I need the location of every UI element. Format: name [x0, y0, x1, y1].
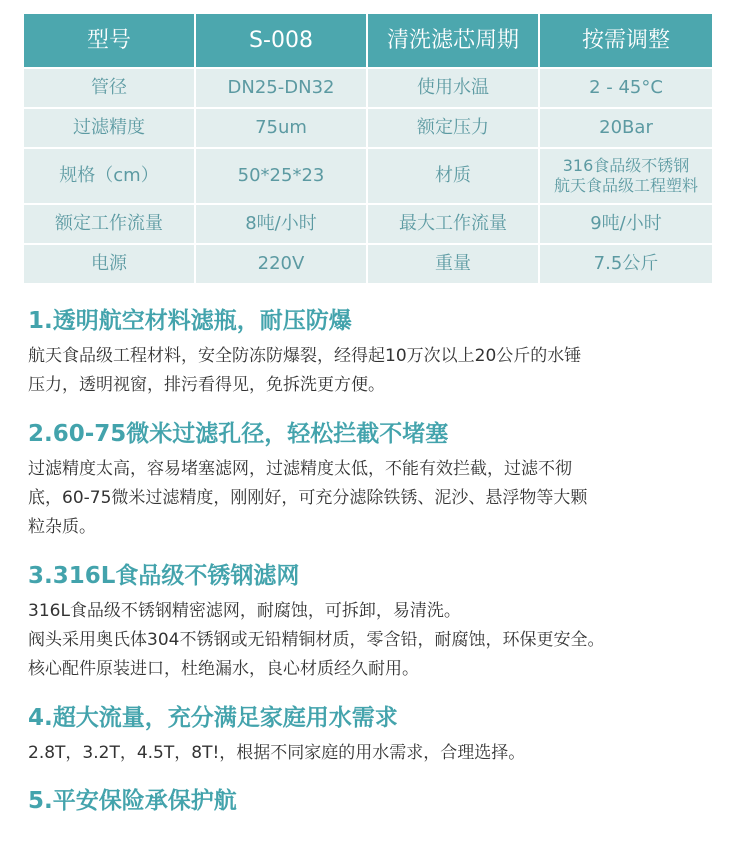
section-body [28, 455, 718, 542]
section-title: 4.超大流量，充分满足家庭用水需求 [28, 705, 398, 731]
spec-row [24, 149, 712, 203]
spec-label: 材质 [368, 149, 538, 203]
spec-value-material [540, 149, 712, 203]
section-body [28, 342, 718, 400]
spec-value: 220V [196, 245, 366, 283]
body-line: 316L食品级不锈钢精密滤网，耐腐蚀，可拆卸，易清洗。 [28, 601, 461, 621]
feature-section-2 [28, 419, 718, 542]
spec-label: 最大工作流量 [368, 205, 538, 243]
spec-label: 过滤精度 [24, 109, 194, 147]
spec-label: 重量 [368, 245, 538, 283]
spec-value: DN25-DN32 [196, 69, 366, 107]
spec-value: 2 - 45°C [540, 69, 712, 107]
spec-value: 8吨/小时 [196, 205, 366, 243]
spec-row [24, 205, 712, 243]
body-line: 压力，透明视窗，排污看得见，免拆洗更方便。 [28, 375, 385, 395]
spec-value: 50*25*23 [196, 149, 366, 203]
spec-header-row [24, 14, 712, 67]
spec-label: 电源 [24, 245, 194, 283]
body-line: 底，60-75微米过滤精度，刚刚好，可充分滤除铁锈、泥沙、悬浮物等大颗 [28, 488, 588, 508]
material-line: 316食品级不锈钢 [562, 156, 690, 175]
section-title: 5.平安保险承保护航 [28, 788, 237, 814]
spec-row [24, 245, 712, 283]
spec-value: 20Bar [540, 109, 712, 147]
feature-section-4 [28, 703, 718, 768]
spec-value: 7.5公斤 [540, 245, 712, 283]
spec-label: 额定压力 [368, 109, 538, 147]
spec-value: 75um [196, 109, 366, 147]
body-line: 过滤精度太高，容易堵塞滤网，过滤精度太低，不能有效拦截，过滤不彻 [28, 459, 572, 479]
header-cell-model-value: S-008 [196, 14, 366, 67]
feature-section-1 [28, 306, 718, 400]
section-title: 2.60-75微米过滤孔径，轻松拦截不堵塞 [28, 421, 449, 447]
header-cell-cleaning-label: 清洗滤芯周期 [368, 14, 538, 67]
section-title: 1.透明航空材料滤瓶，耐压防爆 [28, 308, 352, 334]
body-line: 航天食品级工程材料，安全防冻防爆裂，经得起10万次以上20公斤的水锤 [28, 346, 582, 366]
spec-table [22, 12, 714, 285]
section-body [28, 597, 718, 684]
body-line: 2.8T，3.2T，4.5T，8T!，根据不同家庭的用水需求，合理选择。 [28, 743, 526, 763]
feature-section-3 [28, 561, 718, 684]
feature-section-5 [28, 786, 718, 816]
spec-row [24, 69, 712, 107]
spec-label: 使用水温 [368, 69, 538, 107]
body-line: 粒杂质。 [28, 517, 96, 537]
spec-value: 9吨/小时 [540, 205, 712, 243]
material-line: 航天食品级工程塑料 [553, 176, 698, 195]
section-body [28, 739, 718, 768]
body-line: 核心配件原装进口，杜绝漏水，良心材质经久耐用。 [28, 659, 419, 679]
spec-label: 规格（cm） [24, 149, 194, 203]
section-title: 3.316L食品级不锈钢滤网 [28, 563, 300, 589]
header-cell-cleaning-value: 按需调整 [540, 14, 712, 67]
body-line: 阀头采用奥氏体304不锈钢或无铅精铜材质，零含铅，耐腐蚀，环保更安全。 [28, 630, 605, 650]
spec-label: 额定工作流量 [24, 205, 194, 243]
spec-label: 管径 [24, 69, 194, 107]
header-cell-model-label: 型号 [24, 14, 194, 67]
spec-row [24, 109, 712, 147]
